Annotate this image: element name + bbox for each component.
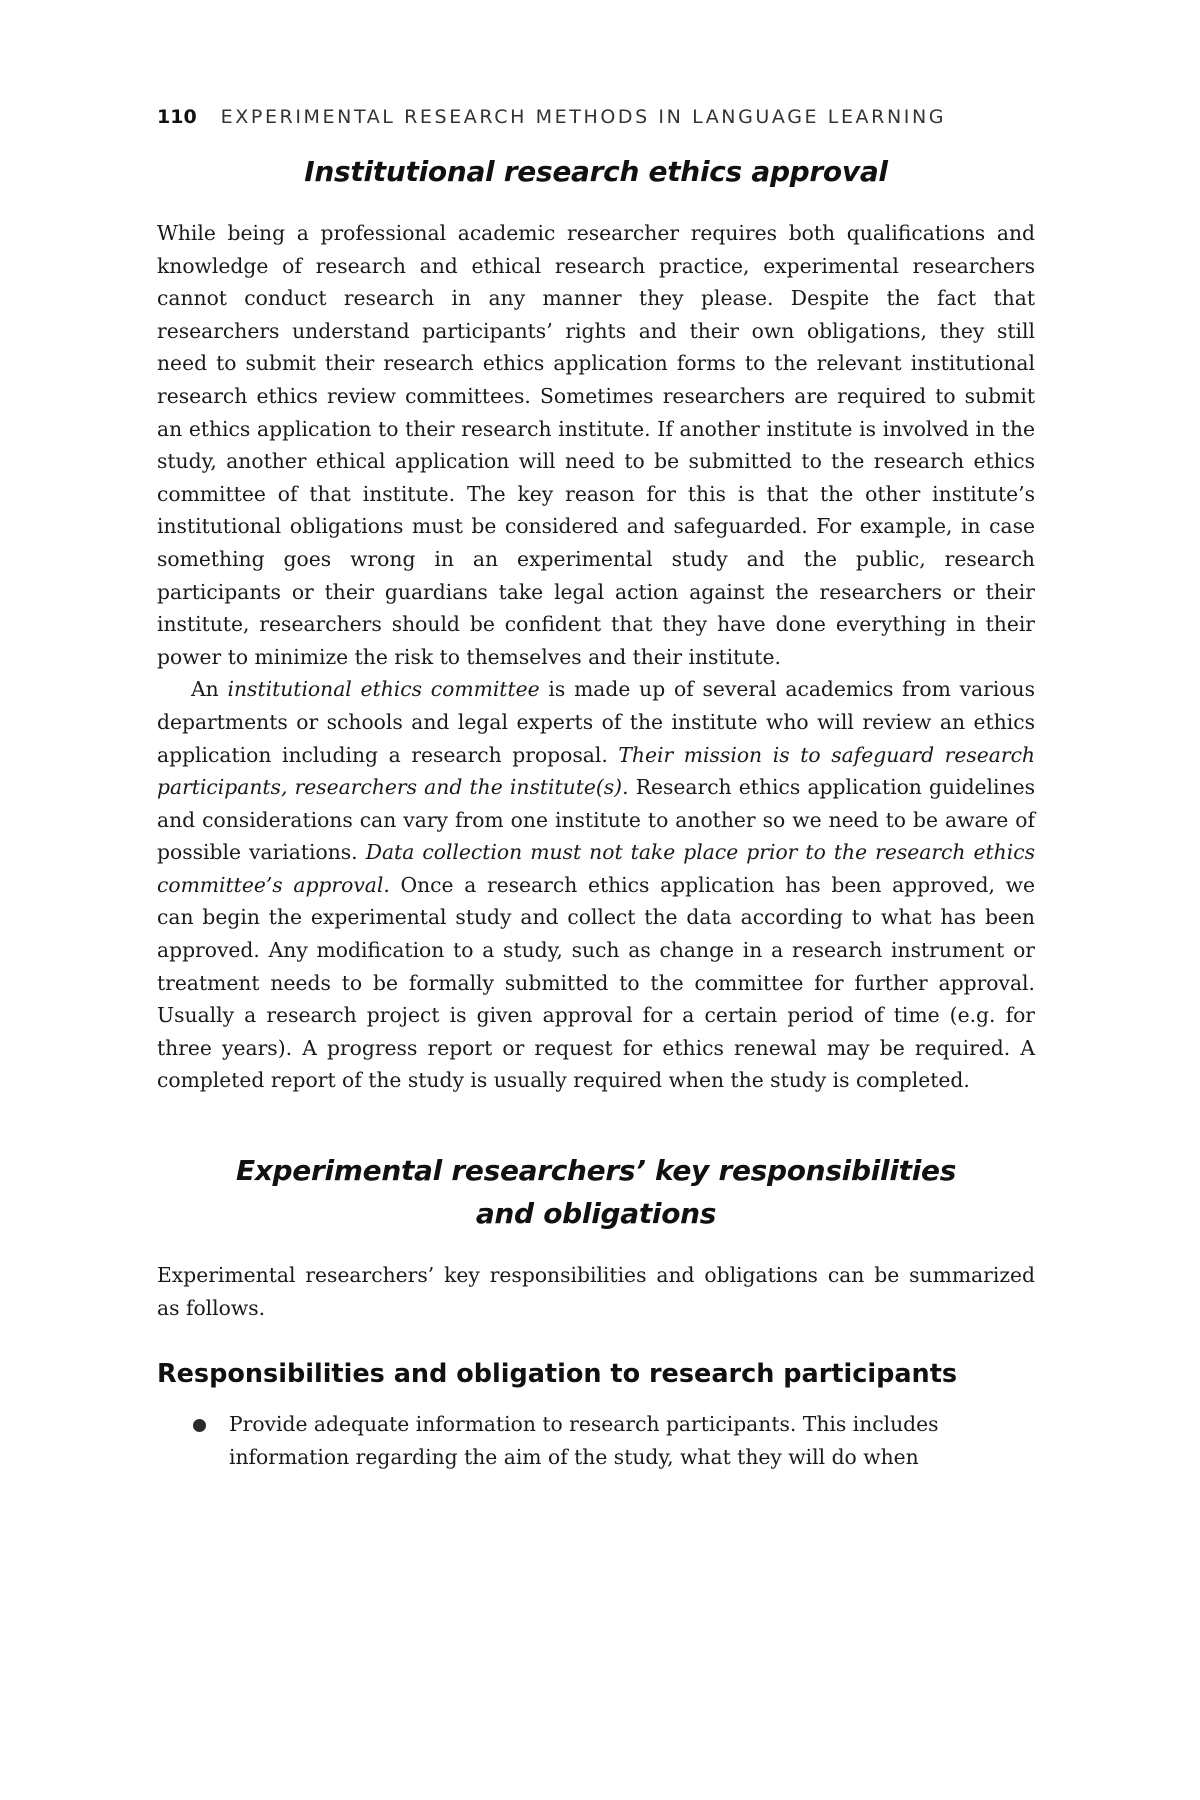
section-institutional-ethics-body [157,217,1035,1097]
list-item [157,1408,1035,1473]
section-heading-institutional-ethics: Institutional research ethics approval [304,155,888,188]
paragraph-ethics-approval: While being a professional academic researcher requires both qualifications and knowledge of research and ethical research practice, experimental researchers cannot conduct research in any manner they please. Despite the fact that researchers understand participants’ rights and their own obligations, they still need to submit their research ethics application forms to the relevant institutional research ethics review committees. Sometimes researchers are required to submit an ethics application to their research institute. If another institute is involved in the study, another ethical application will need to be submitted to the research ethics committee of that institute. The key reason for this is that the other institute’s institutional obligations must be considered and safeguarded. For example, in case something goes wrong in an experimental study and the public, research participants or their guardians take legal action against the researchers or their institute, researchers should be confident that they have done everything in their power to minimize the risk to themselves and their institute. [157,221,1035,669]
heading-line: Experimental researchers’ key responsibilities [235,1154,957,1187]
section-heading-key-responsibilities [157,1149,1035,1235]
page-number: 110 [157,106,197,128]
term-institutional-ethics-committee: institutional ethics committee [227,677,540,702]
running-head [157,106,946,128]
paragraph-text: is made up of several academics from various departments or schools and legal experts of the institute who will review an ethics application including a research proposal. [157,677,1035,767]
bullet-list [157,1408,1035,1473]
section-key-responsibilities [157,1149,1035,1235]
subsection-participants [157,1356,1035,1392]
bullet-icon [193,1419,206,1432]
list-item-text: Provide adequate information to research participants. This includes information regarding the aim of the study, what they will do when [229,1412,939,1469]
emphasis-mission: Their mission is to safeguard research participants, researchers and the institute(s). [157,742,1035,800]
paragraph-text: Research ethics application guidelines and considerations can vary from one institute to another so we need to be aware of possible variations. [157,775,1035,865]
emphasis-data-collection: Data collection must not take place prior to the research ethics committee’s approval. [157,840,1035,897]
section-key-responsibilities-body [157,1259,1035,1324]
bullet-list-container [157,1408,1035,1473]
paragraph-text: Once a research ethics application has been approved, we can begin the experimental study and collect the data according to what has been approved. Any modification to a study, such as change in a research instrument or treatment needs to be formally submitted to the committee for further approval. Usually a research project is given approval for a certain period of time (e.g. for three years). A progress report or request for ethics renewal may be required. A completed report of the study is usually required when the study is completed. [157,872,1035,1093]
paragraph-summary-intro: Experimental researchers’ key responsibilities and obligations can be summarized as follows. [157,1263,1035,1320]
running-title: EXPERIMENTAL RESEARCH METHODS IN LANGUAGE LEARNING [220,106,947,128]
heading-line: and obligations [475,1197,717,1230]
paragraph-ethics-committee [157,673,1035,1097]
paragraph-lead: An [191,677,228,702]
subsection-heading-participants: Responsibilities and obligation to research participants [157,1359,958,1389]
section-institutional-ethics [157,150,1035,193]
